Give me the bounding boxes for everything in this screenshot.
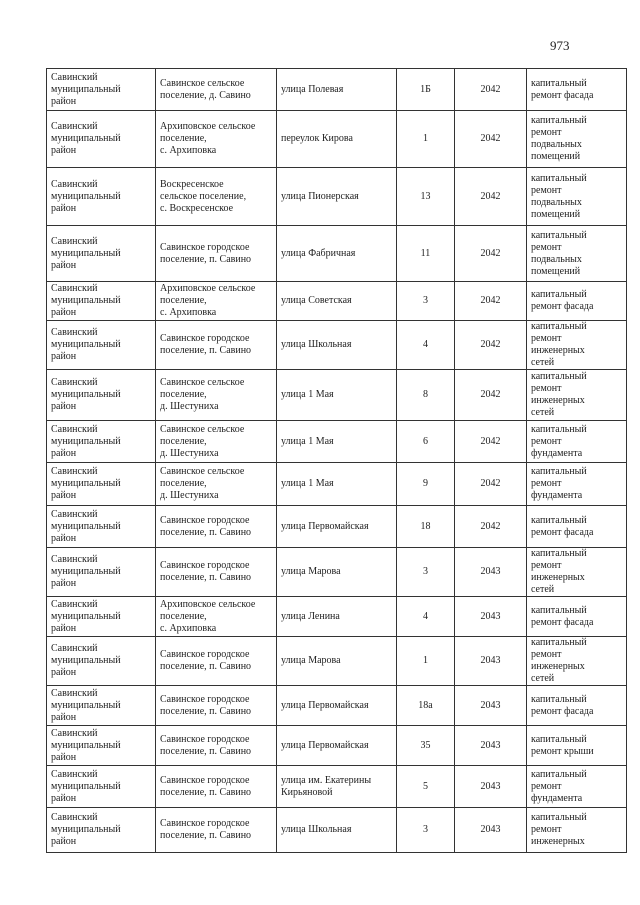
work-type-cell: капитальный ремонт инженерных сетей	[527, 321, 627, 370]
year-cell: 2042	[455, 370, 527, 421]
year-cell: 2043	[455, 637, 527, 686]
work-type-cell: капитальный ремонт подвальных помещений	[527, 168, 627, 226]
year-cell: 2042	[455, 506, 527, 548]
district-cell: Савинский муниципальный район	[47, 506, 156, 548]
house-number-cell: 3	[397, 282, 455, 321]
page-number: 973	[550, 38, 570, 53]
work-type-cell: капитальный ремонт фундамента	[527, 421, 627, 463]
year-cell: 2043	[455, 808, 527, 853]
district-cell: Савинский муниципальный район	[47, 370, 156, 421]
street-cell: улица Первомайская	[277, 686, 397, 726]
district-cell: Савинский муниципальный район	[47, 637, 156, 686]
table-row	[47, 808, 627, 853]
year-cell: 2042	[455, 111, 527, 168]
settlement-cell: Савинское городское поселение, п. Савино	[156, 506, 277, 548]
house-number-cell: 3	[397, 808, 455, 853]
work-type-cell: капитальный ремонт инженерных сетей	[527, 548, 627, 597]
year-cell: 2043	[455, 766, 527, 808]
street-cell: улица Пионерская	[277, 168, 397, 226]
table-row	[47, 726, 627, 766]
settlement-cell: Савинское сельское поселение, д. Шестуниха	[156, 421, 277, 463]
table-row	[47, 686, 627, 726]
work-type-cell: капитальный ремонт фасада	[527, 506, 627, 548]
work-type-cell: капитальный ремонт подвальных помещений	[527, 226, 627, 282]
street-cell: улица Школьная	[277, 321, 397, 370]
work-type-cell: капитальный ремонт подвальных помещений	[527, 111, 627, 168]
house-number-cell: 35	[397, 726, 455, 766]
settlement-cell: Архиповское сельское поселение, с. Архиповка	[156, 111, 277, 168]
district-cell: Савинский муниципальный район	[47, 168, 156, 226]
settlement-cell: Архиповское сельское поселение, с. Архиповка	[156, 597, 277, 637]
street-cell: улица 1 Мая	[277, 421, 397, 463]
house-number-cell: 1Б	[397, 69, 455, 111]
settlement-cell: Архиповское сельское поселение, с. Архиповка	[156, 282, 277, 321]
settlement-cell: Савинское городское поселение, п. Савино	[156, 226, 277, 282]
district-cell: Савинский муниципальный район	[47, 686, 156, 726]
year-cell: 2042	[455, 421, 527, 463]
street-cell: улица Марова	[277, 548, 397, 597]
year-cell: 2043	[455, 726, 527, 766]
year-cell: 2042	[455, 463, 527, 506]
district-cell: Савинский муниципальный район	[47, 111, 156, 168]
table-row	[47, 421, 627, 463]
street-cell: улица Ленина	[277, 597, 397, 637]
street-cell: улица Советская	[277, 282, 397, 321]
settlement-cell: Савинское городское поселение, п. Савино	[156, 808, 277, 853]
street-cell: улица Фабричная	[277, 226, 397, 282]
year-cell: 2043	[455, 548, 527, 597]
table-row	[47, 506, 627, 548]
district-cell: Савинский муниципальный район	[47, 321, 156, 370]
house-number-cell: 4	[397, 321, 455, 370]
street-cell: улица 1 Мая	[277, 370, 397, 421]
year-cell: 2043	[455, 597, 527, 637]
table-row	[47, 370, 627, 421]
work-type-cell: капитальный ремонт фасада	[527, 686, 627, 726]
table-row	[47, 321, 627, 370]
district-cell: Савинский муниципальный район	[47, 421, 156, 463]
house-number-cell: 18а	[397, 686, 455, 726]
street-cell: улица Полевая	[277, 69, 397, 111]
district-cell: Савинский муниципальный район	[47, 226, 156, 282]
table-row	[47, 597, 627, 637]
street-cell: переулок Кирова	[277, 111, 397, 168]
house-number-cell: 6	[397, 421, 455, 463]
street-cell: улица им. Екатерины Кирьяновой	[277, 766, 397, 808]
house-number-cell: 1	[397, 111, 455, 168]
street-cell: улица Первомайская	[277, 506, 397, 548]
district-cell: Савинский муниципальный район	[47, 548, 156, 597]
settlement-cell: Савинское городское поселение, п. Савино	[156, 637, 277, 686]
street-cell: улица 1 Мая	[277, 463, 397, 506]
year-cell: 2042	[455, 321, 527, 370]
house-number-cell: 1	[397, 637, 455, 686]
district-cell: Савинский муниципальный район	[47, 808, 156, 853]
table-row	[47, 226, 627, 282]
year-cell: 2043	[455, 686, 527, 726]
house-number-cell: 4	[397, 597, 455, 637]
district-cell: Савинский муниципальный район	[47, 597, 156, 637]
settlement-cell: Савинское городское поселение, п. Савино	[156, 686, 277, 726]
district-cell: Савинский муниципальный район	[47, 766, 156, 808]
settlement-cell: Савинское городское поселение, п. Савино	[156, 726, 277, 766]
settlement-cell: Савинское городское поселение, п. Савино	[156, 548, 277, 597]
year-cell: 2042	[455, 69, 527, 111]
district-cell: Савинский муниципальный район	[47, 726, 156, 766]
street-cell: улица Марова	[277, 637, 397, 686]
house-number-cell: 5	[397, 766, 455, 808]
work-type-cell: капитальный ремонт крыши	[527, 726, 627, 766]
work-type-cell: капитальный ремонт инженерных сетей	[527, 370, 627, 421]
table-row	[47, 282, 627, 321]
year-cell: 2042	[455, 226, 527, 282]
table-row	[47, 168, 627, 226]
house-number-cell: 18	[397, 506, 455, 548]
house-number-cell: 8	[397, 370, 455, 421]
work-type-cell: капитальный ремонт инженерных	[527, 808, 627, 853]
table-row	[47, 463, 627, 506]
work-type-cell: капитальный ремонт фундамента	[527, 463, 627, 506]
house-number-cell: 11	[397, 226, 455, 282]
work-type-cell: капитальный ремонт фасада	[527, 597, 627, 637]
district-cell: Савинский муниципальный район	[47, 282, 156, 321]
table-row	[47, 548, 627, 597]
settlement-cell: Савинское сельское поселение, д. Шестуниха	[156, 463, 277, 506]
district-cell: Савинский муниципальный район	[47, 463, 156, 506]
district-cell: Савинский муниципальный район	[47, 69, 156, 111]
house-number-cell: 3	[397, 548, 455, 597]
house-number-cell: 13	[397, 168, 455, 226]
settlement-cell: Савинское сельское поселение, д. Шестуниха	[156, 370, 277, 421]
table-row	[47, 637, 627, 686]
table-row	[47, 111, 627, 168]
street-cell: улица Школьная	[277, 808, 397, 853]
settlement-cell: Савинское городское поселение, п. Савино	[156, 766, 277, 808]
work-type-cell: капитальный ремонт фундамента	[527, 766, 627, 808]
settlement-cell: Савинское городское поселение, п. Савино	[156, 321, 277, 370]
table-row	[47, 766, 627, 808]
table-row	[47, 69, 627, 111]
work-type-cell: капитальный ремонт фасада	[527, 282, 627, 321]
street-cell: улица Первомайская	[277, 726, 397, 766]
year-cell: 2042	[455, 168, 527, 226]
work-type-cell: капитальный ремонт фасада	[527, 69, 627, 111]
settlement-cell: Воскресенское сельское поселение, с. Воскресенское	[156, 168, 277, 226]
repair-schedule-table	[46, 68, 627, 853]
work-type-cell: капитальный ремонт инженерных сетей	[527, 637, 627, 686]
year-cell: 2042	[455, 282, 527, 321]
settlement-cell: Савинское сельское поселение, д. Савино	[156, 69, 277, 111]
house-number-cell: 9	[397, 463, 455, 506]
